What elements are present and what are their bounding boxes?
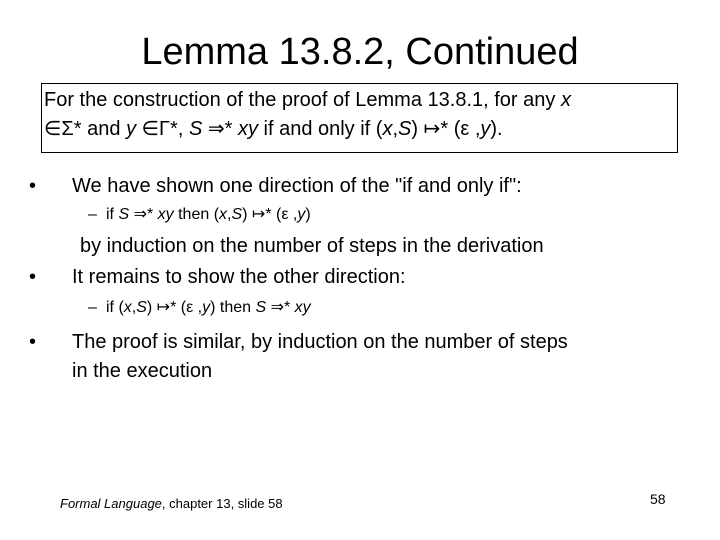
math-variable: x xyxy=(219,206,228,223)
math-variable: S xyxy=(188,118,203,140)
slide-title: Lemma 13.8.2, Continued xyxy=(141,31,579,73)
text-run: , xyxy=(392,118,399,140)
lemma-line-1-text: For the construction of the proof of Lemma 13.8.1, for any xyxy=(44,89,561,111)
text-run: in the execution xyxy=(72,360,213,382)
bullet-text xyxy=(80,232,544,261)
bullet-text xyxy=(106,297,311,319)
footer-book-title: Formal Language xyxy=(60,496,162,511)
text-run: ⇒* xyxy=(129,206,158,223)
math-variable: y xyxy=(126,118,137,140)
math-variable: S xyxy=(231,206,243,223)
bullet-marker: • xyxy=(29,331,37,353)
text-run: ) ↦* (ε , xyxy=(411,118,481,140)
text-run: ⇒* xyxy=(202,118,238,140)
text-run: then ( xyxy=(173,206,220,223)
text-run: It remains to show the other direction: xyxy=(72,266,406,288)
text-run: We have shown one direction of the "if and only if": xyxy=(72,175,522,197)
lemma-variable-x: x xyxy=(560,89,571,111)
text-run: , xyxy=(227,206,232,223)
dash-marker: – xyxy=(88,206,97,223)
math-variable: xy xyxy=(294,299,311,316)
bullet-marker: • xyxy=(29,175,37,197)
text-run: ) ↦* (ε , xyxy=(242,206,298,223)
dash-marker: – xyxy=(88,299,97,316)
text-run: ⇒* xyxy=(266,299,295,316)
text-run: if xyxy=(106,206,119,223)
text-run: ∈Γ*, xyxy=(136,118,189,140)
text-run: , xyxy=(131,299,137,316)
lemma-statement-box xyxy=(41,83,678,153)
text-run: ∈Σ* and xyxy=(44,118,127,140)
lemma-line-1 xyxy=(44,86,571,115)
math-variable: S xyxy=(255,299,267,316)
slide-footer xyxy=(60,495,283,513)
bullet-text xyxy=(72,328,568,357)
math-variable: x xyxy=(123,299,132,316)
page-number: 58 xyxy=(650,491,666,507)
bullet-text xyxy=(72,357,212,386)
math-variable: x xyxy=(382,118,393,140)
lemma-line-2 xyxy=(44,115,503,144)
text-run: by induction on the number of steps in the derivation xyxy=(80,235,544,257)
text-run: if ( xyxy=(106,299,124,316)
math-variable: xy xyxy=(237,118,258,140)
math-variable: S xyxy=(118,206,130,223)
text-run: ) then xyxy=(210,299,256,316)
text-run: ) xyxy=(305,206,311,223)
text-run: ). xyxy=(490,118,503,140)
math-variable: y xyxy=(480,118,491,140)
bullet-text xyxy=(106,204,311,226)
text-run: if and only if ( xyxy=(257,118,383,140)
math-variable: S xyxy=(398,118,412,140)
footer-chapter-info: , chapter 13, slide 58 xyxy=(161,496,283,511)
bullet-marker: • xyxy=(29,266,37,288)
text-run: The proof is similar, by induction on the number of steps xyxy=(72,331,568,353)
math-variable: y xyxy=(297,206,306,223)
math-variable: y xyxy=(202,299,211,316)
math-variable: xy xyxy=(157,206,174,223)
text-run: ) ↦* (ε , xyxy=(146,299,203,316)
bullet-text xyxy=(72,263,406,292)
math-variable: S xyxy=(136,299,147,316)
bullet-text xyxy=(72,172,522,201)
